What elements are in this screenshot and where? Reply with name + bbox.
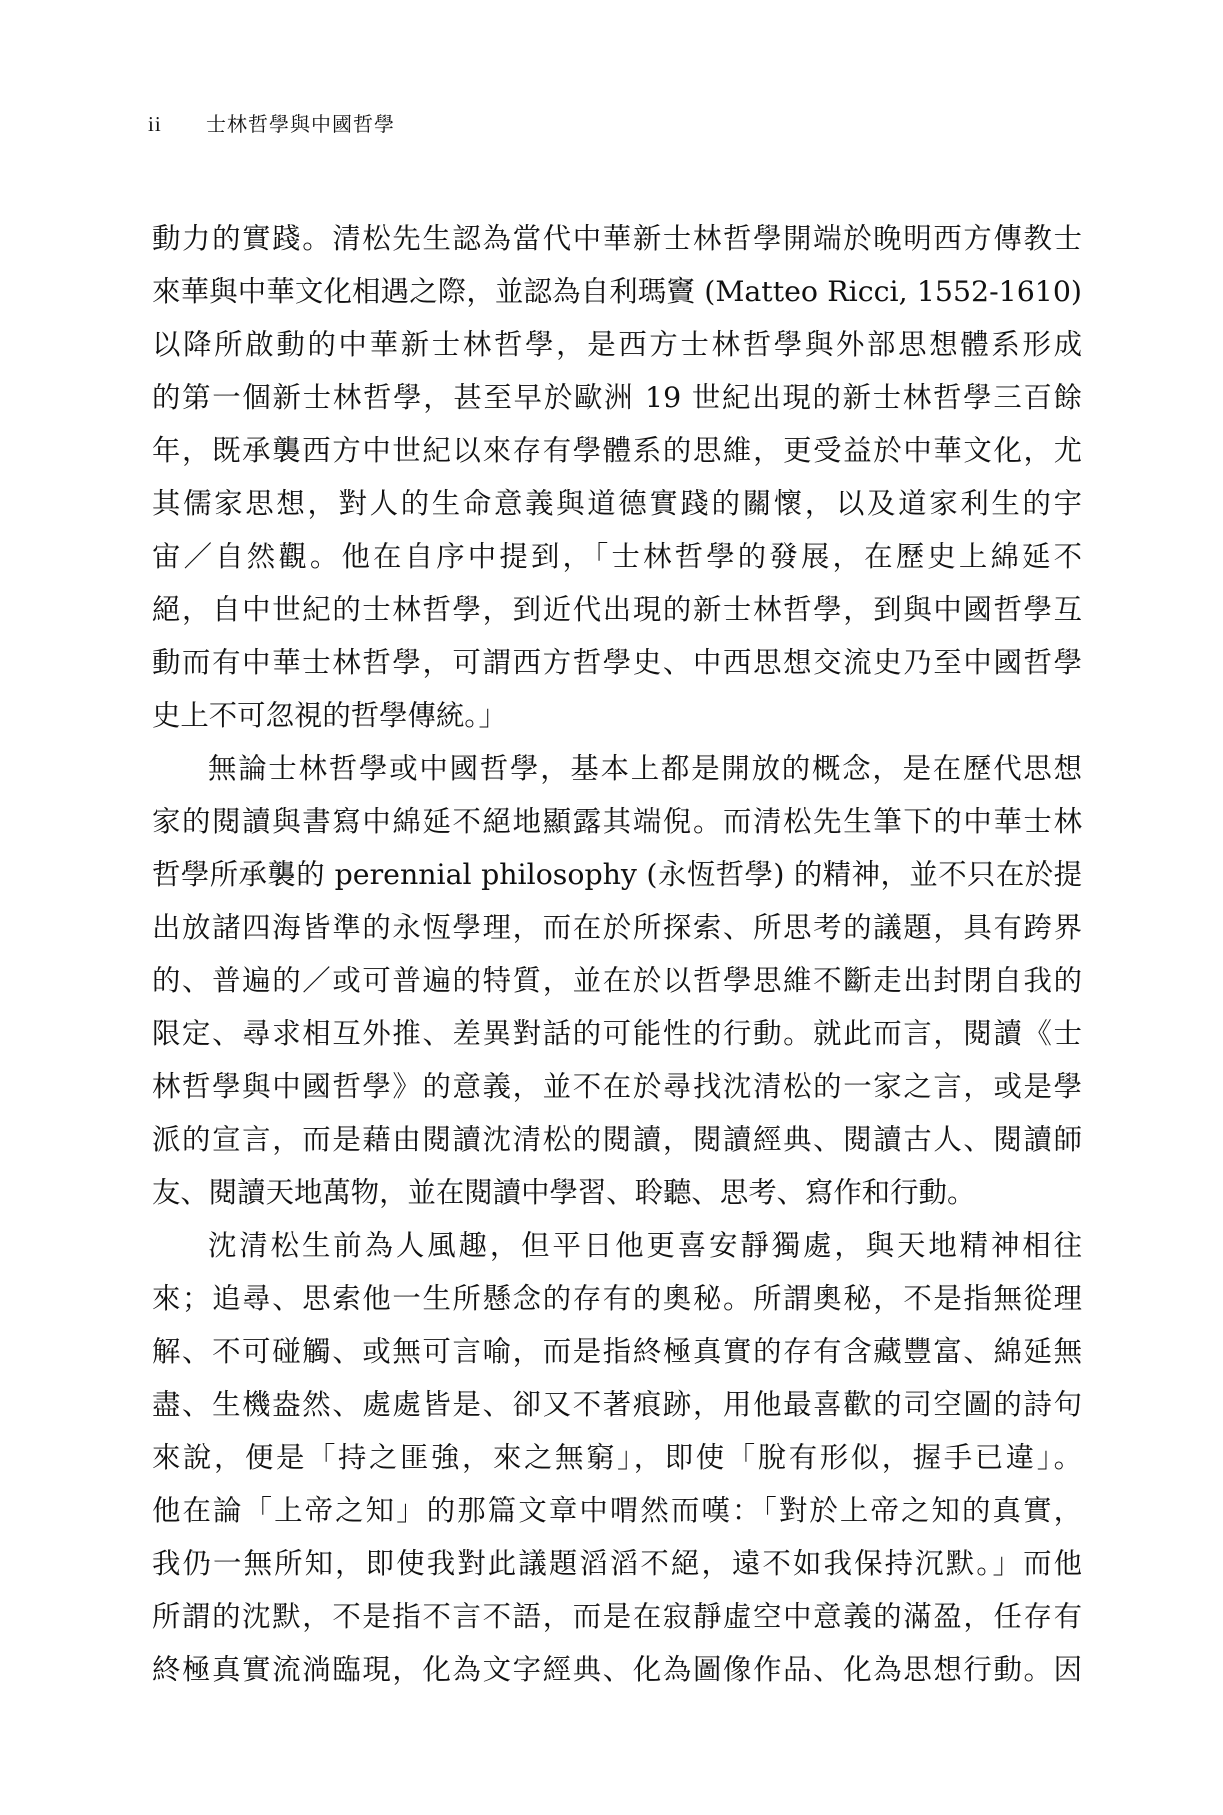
text-line: 的、普遍的／或可普遍的特質，並在於以哲學思維不斷走出封閉自我的 [152,964,1082,997]
text-line: 解、不可碰觸、或無可言喻，而是指終極真實的存有含藏豐富、綿延無 [152,1335,1082,1368]
body-text [152,212,1082,1696]
text-line: 無論士林哲學或中國哲學，基本上都是開放的概念，是在歷代思想 [208,752,1082,785]
text-line: 其儒家思想，對人的生命意義與道德實踐的關懷，以及道家利生的宇 [152,487,1082,520]
text-line: 絕，自中世紀的士林哲學，到近代出現的新士林哲學，到與中國哲學互 [152,593,1082,626]
text-line: 沈清松生前為人風趣，但平日他更喜安靜獨處，與天地精神相往 [208,1229,1082,1262]
text-line: 所謂的沈默，不是指不言不語，而是在寂靜虛空中意義的滿盈，任存有 [152,1600,1082,1633]
text-line: 以降所啟動的中華新士林哲學，是西方士林哲學與外部思想體系形成 [152,328,1082,361]
paragraph-1 [152,212,1082,742]
text-line: 動力的實踐。清松先生認為當代中華新士林哲學開端於晚明西方傳教士 [152,222,1082,255]
text-line: 出放諸四海皆準的永恆學理，而在於所探索、所思考的議題，具有跨界 [152,911,1082,944]
text-line: 我仍一無所知，即使我對此議題滔滔不絕，遠不如我保持沉默。」而他 [152,1547,1082,1580]
text-line: 派的宣言，而是藉由閱讀沈清松的閱讀，閱讀經典、閱讀古人、閱讀師 [152,1123,1082,1156]
text-line: 終極真實流淌臨現，化為文字經典、化為圖像作品、化為思想行動。因 [152,1653,1082,1686]
text-line: 來華與中華文化相遇之際，並認為自利瑪竇 (Matteo Ricci, 1552-1610) [152,275,1082,308]
text-line: 哲學所承襲的 perennial philosophy (永恆哲學) 的精神，並不只在於提 [152,858,1082,891]
text-line: 動而有中華士林哲學，可謂西方哲學史、中西思想交流史乃至中國哲學 [152,646,1082,679]
page-number: ii [148,112,162,136]
text-line: 宙／自然觀。他在自序中提到，「士林哲學的發展，在歷史上綿延不 [152,540,1082,573]
text-line: 來說，便是「持之匪強，來之無窮」，即使「脫有形似，握手已違」。 [152,1441,1082,1474]
text-line: 年，既承襲西方中世紀以來存有學體系的思維，更受益於中華文化，尤 [152,434,1082,467]
text-line: 家的閱讀與書寫中綿延不絕地顯露其端倪。而清松先生筆下的中華士林 [152,805,1082,838]
running-header [148,108,395,138]
text-line: 林哲學與中國哲學》的意義，並不在於尋找沈清松的一家之言，或是學 [152,1070,1082,1103]
text-line: 史上不可忽視的哲學傳統。」 [152,699,507,732]
paragraph-2 [152,742,1082,1219]
text-line: 盡、生機盎然、處處皆是、卻又不著痕跡，用他最喜歡的司空圖的詩句 [152,1388,1082,1421]
book-title: 士林哲學與中國哲學 [206,112,395,136]
text-line: 限定、尋求相互外推、差異對話的可能性的行動。就此而言，閱讀《士 [152,1017,1082,1050]
text-line: 的第一個新士林哲學，甚至早於歐洲 19 世紀出現的新士林哲學三百餘 [152,381,1082,414]
text-line: 友、閱讀天地萬物，並在閱讀中學習、聆聽、思考、寫作和行動。 [152,1176,976,1209]
text-line: 來；追尋、思索他一生所懸念的存有的奧秘。所謂奧秘，不是指無從理 [152,1282,1082,1315]
paragraph-3 [152,1219,1082,1696]
text-line: 他在論「上帝之知」的那篇文章中喟然而嘆：「對於上帝之知的真實， [152,1494,1082,1527]
